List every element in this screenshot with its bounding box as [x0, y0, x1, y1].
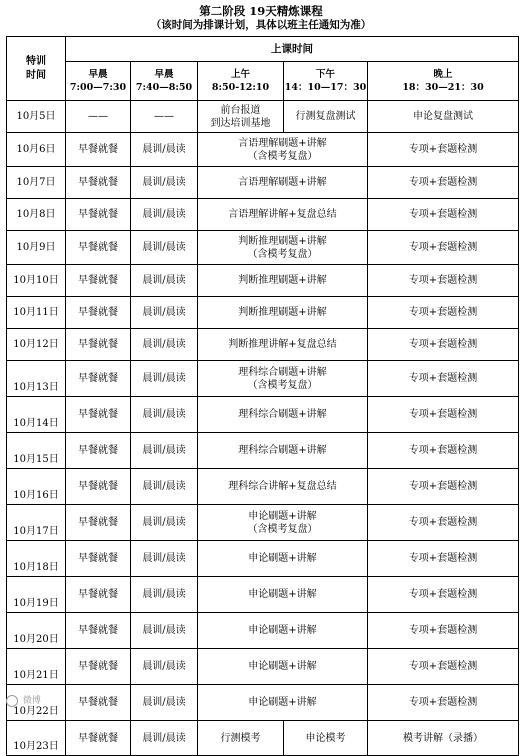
- table-row: [7, 433, 519, 469]
- table-row: [7, 577, 519, 613]
- schedule-cell: 晨训/晨读: [131, 685, 198, 721]
- column-header: [198, 62, 284, 101]
- table-row: [7, 231, 519, 265]
- cell-line: （含模考复盘）: [247, 150, 318, 162]
- schedule-cell: 申论刷题+讲解: [198, 613, 368, 649]
- schedule-cell: 早餐就餐: [66, 329, 131, 361]
- schedule-cell: 申论模考: [284, 721, 368, 756]
- schedule-cell: 申论刷题+讲解: [198, 685, 368, 721]
- column-header: [368, 62, 519, 101]
- schedule-cell: 晨训/晨读: [131, 541, 198, 577]
- schedule-cell: 申论复盘测试: [368, 101, 519, 133]
- date-cell: 10月22日: [7, 685, 66, 721]
- schedule-cell: 晨训/晨读: [131, 231, 198, 265]
- schedule-cell: 早餐就餐: [66, 297, 131, 329]
- page-title: 第二阶段 19天精炼课程: [199, 4, 323, 18]
- schedule-cell: 晨训/晨读: [131, 505, 198, 541]
- table-row: [7, 297, 519, 329]
- date-cell: 10月16日: [7, 469, 66, 505]
- schedule-cell: 早餐就餐: [66, 505, 131, 541]
- schedule-cell: 早餐就餐: [66, 721, 131, 756]
- date-cell: 10月5日: [7, 101, 66, 133]
- schedule-cell: 早餐就餐: [66, 199, 131, 231]
- schedule-cell: [198, 231, 368, 265]
- table-row: [7, 541, 519, 577]
- schedule-cell: 早餐就餐: [66, 231, 131, 265]
- schedule-cell: 早餐就餐: [66, 433, 131, 469]
- schedule-cell: 晨训/晨读: [131, 649, 198, 685]
- cell-line: 判断推理刷题+讲解: [238, 235, 327, 247]
- table-row: [7, 613, 519, 649]
- date-cell: 10月6日: [7, 133, 66, 167]
- schedule-cell: 言语理解刷题+讲解: [198, 167, 368, 199]
- schedule-cell: 晨训/晨读: [131, 613, 198, 649]
- schedule-cell: ——: [66, 101, 131, 133]
- table-row: [7, 329, 519, 361]
- schedule-cell: 专项+套题检测: [368, 199, 519, 231]
- column-period: 早晨: [154, 69, 174, 80]
- schedule-cell: 早餐就餐: [66, 469, 131, 505]
- schedule-cell: 晨训/晨读: [131, 721, 198, 756]
- date-cell: 10月12日: [7, 329, 66, 361]
- date-cell: 10月20日: [7, 613, 66, 649]
- schedule-cell: 晨训/晨读: [131, 167, 198, 199]
- schedule-cell: 专项+套题检测: [368, 577, 519, 613]
- table-row: [7, 199, 519, 231]
- schedule-cell: 早餐就餐: [66, 577, 131, 613]
- schedule-cell: 晨训/晨读: [131, 469, 198, 505]
- column-time: 18：30—21：30: [402, 82, 484, 93]
- schedule-cell: 晨训/晨读: [131, 433, 198, 469]
- column-time: 8:50-12:10: [211, 82, 270, 93]
- schedule-cell: 专项+套题检测: [368, 649, 519, 685]
- schedule-cell: 专项+套题检测: [368, 361, 519, 397]
- page-subtitle: （该时间为排课计划，具体以班主任通知为准）: [150, 19, 372, 31]
- date-cell: 10月23日: [7, 721, 66, 756]
- table-row: [7, 265, 519, 297]
- schedule-cell: 晨训/晨读: [131, 577, 198, 613]
- table-row: [7, 721, 519, 756]
- schedule-cell: 专项+套题检测: [368, 469, 519, 505]
- schedule-cell: 理科综合刷题+讲解: [198, 433, 368, 469]
- schedule-cell: 专项+套题检测: [368, 265, 519, 297]
- schedule-cell: 专项+套题检测: [368, 297, 519, 329]
- schedule-cell: 判断推理刷题+讲解: [198, 265, 368, 297]
- column-header: [284, 62, 368, 101]
- date-cell: 10月14日: [7, 397, 66, 433]
- schedule-cell: 晨训/晨读: [131, 297, 198, 329]
- schedule-cell: 专项+套题检测: [368, 231, 519, 265]
- schedule-cell: [198, 101, 284, 133]
- date-cell: 10月11日: [7, 297, 66, 329]
- schedule-cell: 专项+套题检测: [368, 433, 519, 469]
- table-row: [7, 361, 519, 397]
- column-period: 早晨: [88, 69, 108, 80]
- watermark: [6, 693, 62, 707]
- watermark-text: 微博: [22, 696, 41, 706]
- schedule-cell: 早餐就餐: [66, 649, 131, 685]
- schedule-cell: 早餐就餐: [66, 265, 131, 297]
- section-header: 上课时间: [66, 37, 519, 62]
- date-cell: 10月15日: [7, 433, 66, 469]
- schedule-cell: 申论刷题+讲解: [198, 577, 368, 613]
- cell-line: 到达培训基地: [210, 117, 271, 129]
- schedule-cell: 模考讲解（录播）: [368, 721, 519, 756]
- table-row: [7, 469, 519, 505]
- date-cell: 10月9日: [7, 231, 66, 265]
- stub-label-line1: 特训: [26, 55, 46, 67]
- schedule-cell: 专项+套题检测: [368, 329, 519, 361]
- date-cell: 10月13日: [7, 361, 66, 397]
- column-time: 7:00—7:30: [69, 82, 127, 93]
- date-cell: 10月8日: [7, 199, 66, 231]
- weibo-logo-icon: [6, 695, 18, 707]
- column-period: 下午: [315, 69, 335, 80]
- cell-line: 申论刷题+讲解: [248, 510, 317, 522]
- header-stub-cell: [7, 37, 66, 101]
- cell-line: （含模考复盘）: [247, 248, 318, 260]
- table-row: [7, 397, 519, 433]
- schedule-cell: 专项+套题检测: [368, 505, 519, 541]
- schedule-cell: 理科综合讲解+复盘总结: [198, 469, 368, 505]
- schedule-cell: [198, 361, 368, 397]
- cell-line: （含模考复盘）: [247, 379, 318, 391]
- table-row: [7, 167, 519, 199]
- schedule-cell: 晨训/晨读: [131, 397, 198, 433]
- date-cell: 10月21日: [7, 649, 66, 685]
- stub-label-line2: 时间: [26, 69, 46, 81]
- schedule-cell: 早餐就餐: [66, 397, 131, 433]
- schedule-table: [6, 36, 519, 756]
- table-row: [7, 649, 519, 685]
- table-row: [7, 133, 519, 167]
- schedule-cell: [198, 133, 368, 167]
- table-row: [7, 101, 519, 133]
- schedule-cell: 晨训/晨读: [131, 329, 198, 361]
- column-period: 上午: [230, 69, 250, 80]
- schedule-cell: 晨训/晨读: [131, 265, 198, 297]
- schedule-cell: 早餐就餐: [66, 133, 131, 167]
- schedule-cell: 早餐就餐: [66, 541, 131, 577]
- schedule-cell: 专项+套题检测: [368, 167, 519, 199]
- schedule-cell: 早餐就餐: [66, 167, 131, 199]
- schedule-cell: 晨训/晨读: [131, 361, 198, 397]
- column-period: 晚上: [433, 69, 453, 80]
- schedule-cell: 专项+套题检测: [368, 613, 519, 649]
- cell-line: 理科综合刷题+讲解: [238, 366, 327, 378]
- table-row: [7, 685, 519, 721]
- schedule-cell: 专项+套题检测: [368, 685, 519, 721]
- date-cell: 10月17日: [7, 505, 66, 541]
- date-cell: 10月18日: [7, 541, 66, 577]
- column-header: [66, 62, 131, 101]
- schedule-cell: 行测模考: [198, 721, 284, 756]
- schedule-cell: ——: [131, 101, 198, 133]
- cell-line: 言语理解刷题+讲解: [238, 137, 327, 149]
- date-cell: 10月19日: [7, 577, 66, 613]
- schedule-cell: 判断推理刷题+讲解: [198, 297, 368, 329]
- date-cell: 10月10日: [7, 265, 66, 297]
- schedule-cell: 行测复盘测试: [284, 101, 368, 133]
- schedule-cell: 晨训/晨读: [131, 199, 198, 231]
- schedule-cell: 专项+套题检测: [368, 541, 519, 577]
- schedule-cell: 判断推理讲解+复盘总结: [198, 329, 368, 361]
- column-time: 7:40—8:50: [135, 82, 193, 93]
- cell-line: 前台报道: [220, 104, 261, 116]
- date-cell: 10月7日: [7, 167, 66, 199]
- schedule-cell: 早餐就餐: [66, 613, 131, 649]
- schedule-cell: 言语理解讲解+复盘总结: [198, 199, 368, 231]
- schedule-cell: 早餐就餐: [66, 685, 131, 721]
- column-header: [131, 62, 198, 101]
- schedule-cell: 晨训/晨读: [131, 133, 198, 167]
- schedule-cell: [198, 505, 368, 541]
- schedule-cell: 早餐就餐: [66, 361, 131, 397]
- schedule-cell: 专项+套题检测: [368, 133, 519, 167]
- schedule-cell: 申论刷题+讲解: [198, 541, 368, 577]
- schedule-cell: 专项+套题检测: [368, 397, 519, 433]
- cell-line: （含模考复盘）: [247, 523, 318, 535]
- document-header: [0, 4, 522, 32]
- schedule-cell: 申论刷题+讲解: [198, 649, 368, 685]
- column-time: 14：10—17：30: [284, 82, 367, 93]
- table-row: [7, 505, 519, 541]
- schedule-cell: 理科综合刷题+讲解: [198, 397, 368, 433]
